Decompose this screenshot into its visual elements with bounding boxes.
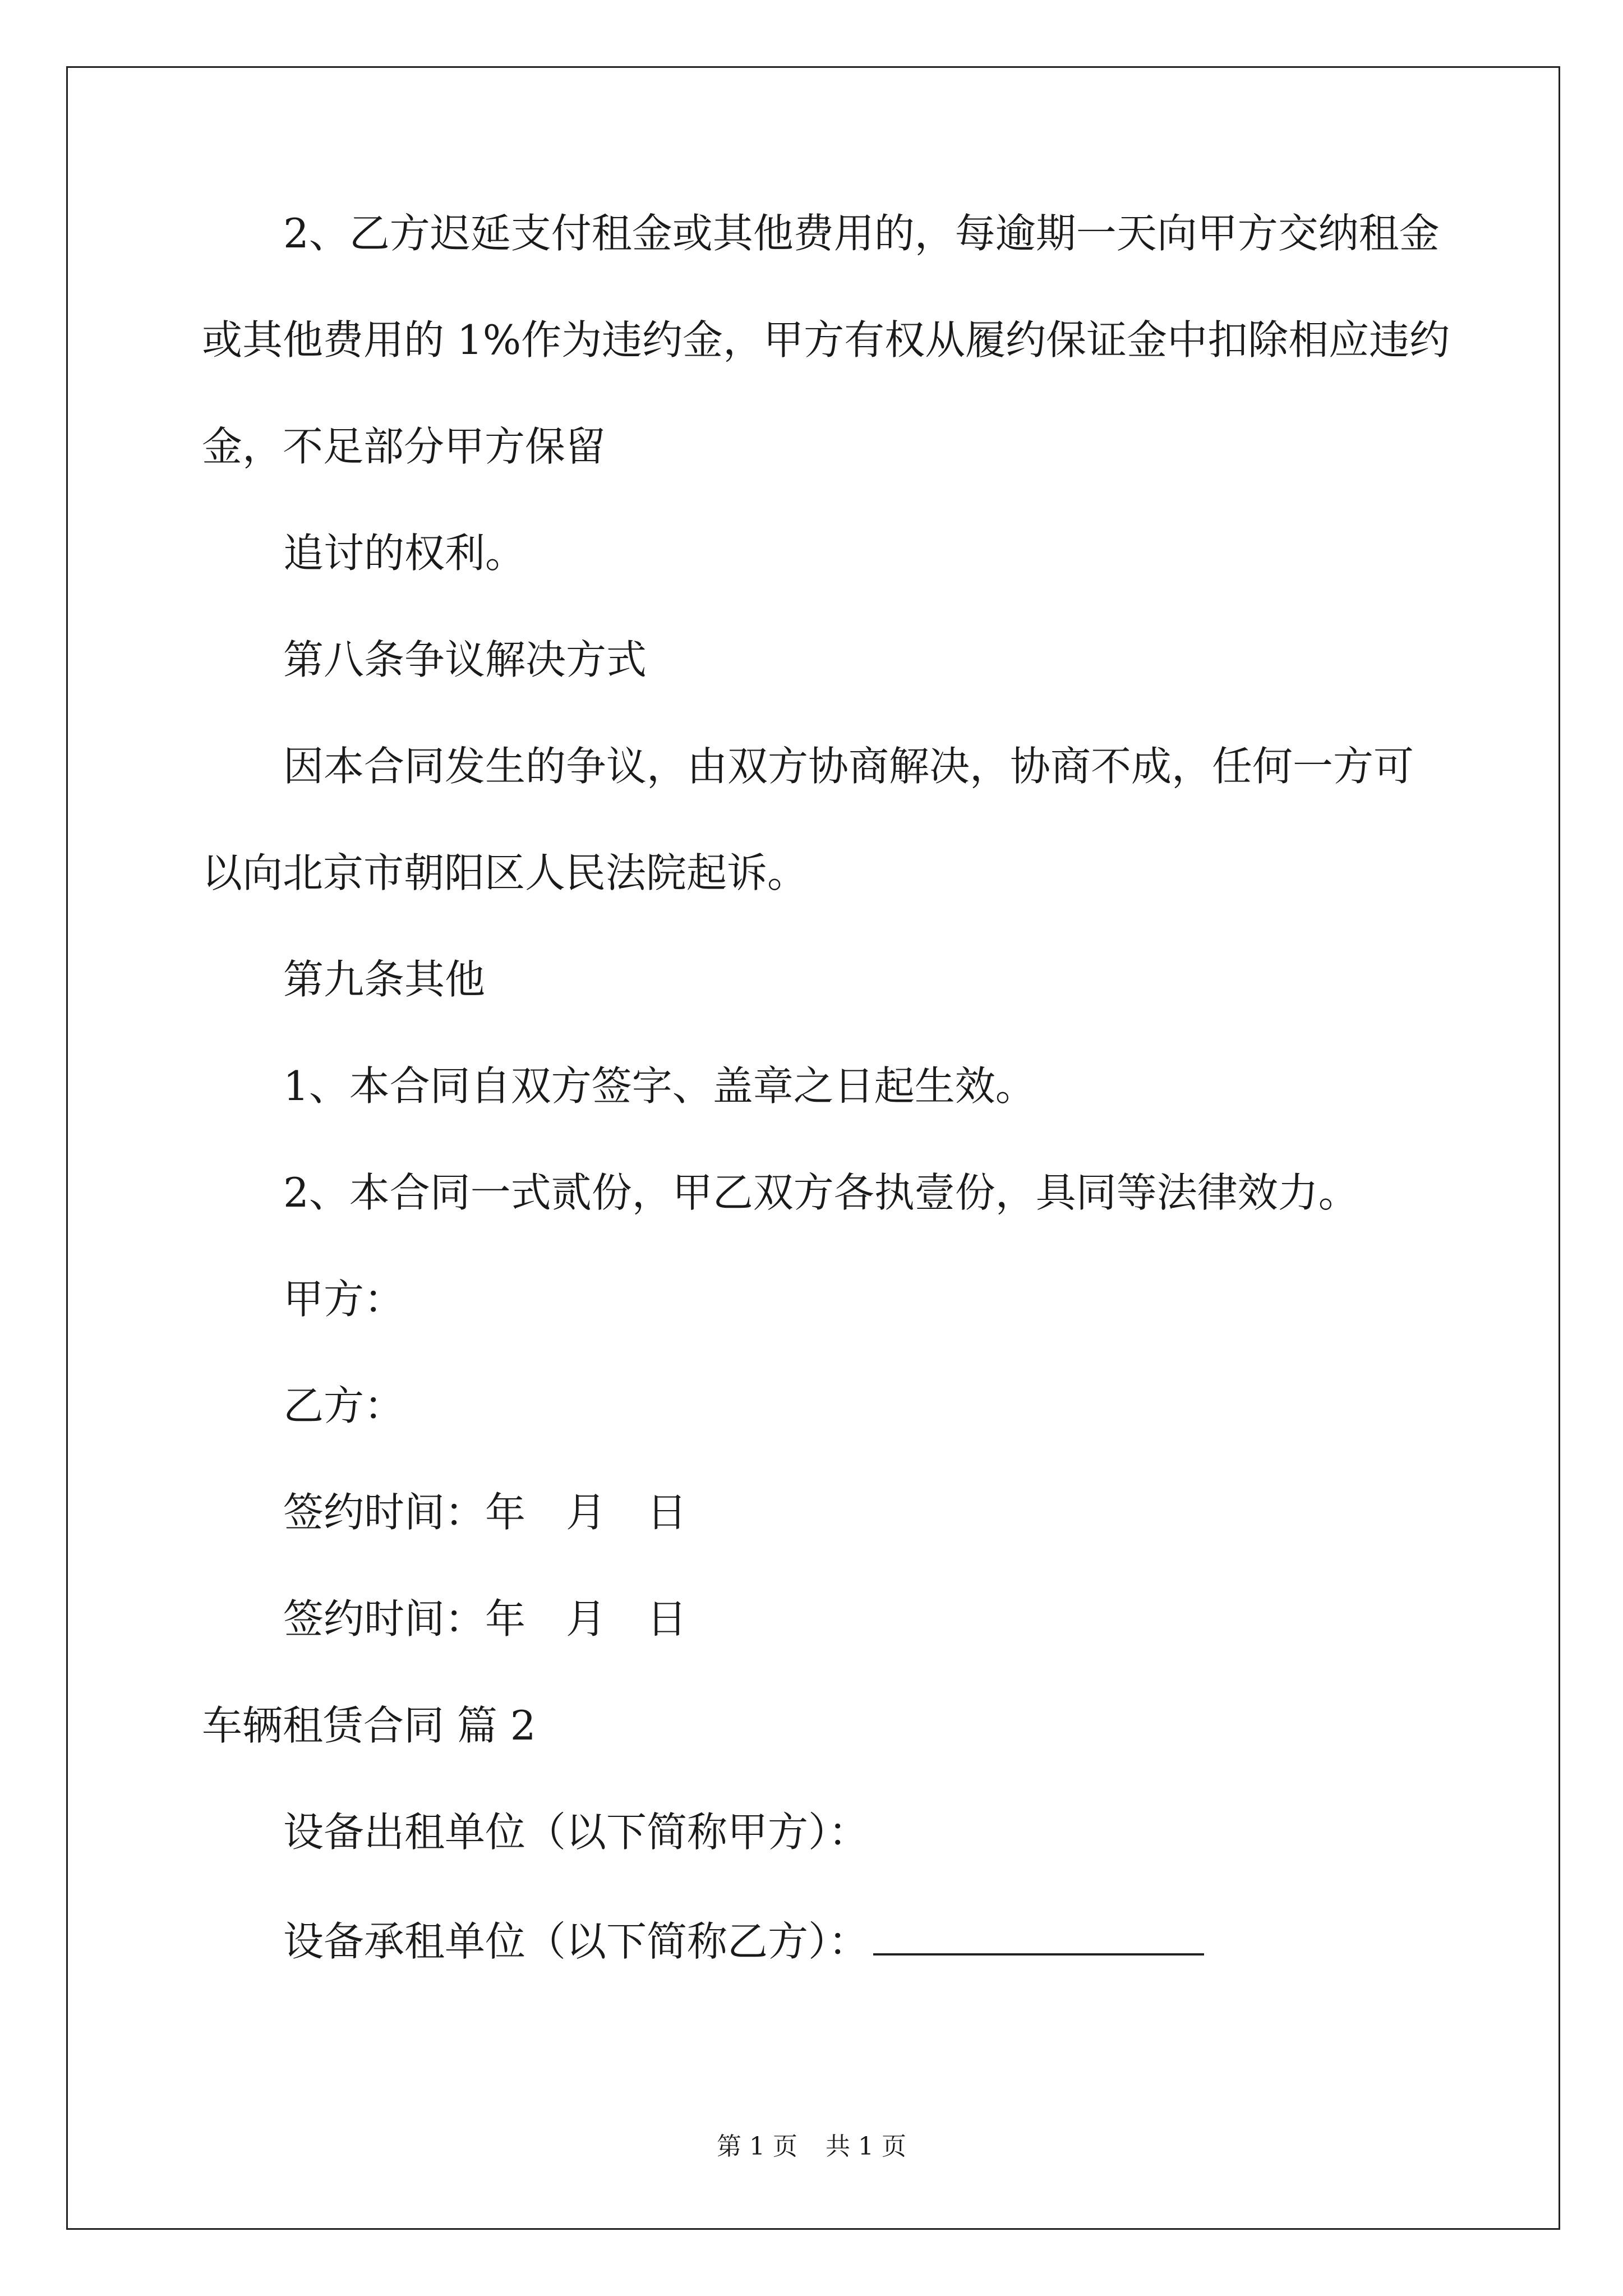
- paragraph-line: 因本合同发生的争议，由双方协商解决，协商不成，任何一方可: [283, 743, 1414, 790]
- section-heading: 第九条其他: [283, 956, 486, 1003]
- page-number: 第 1 页: [717, 2132, 797, 2161]
- paragraph-line: 以向北京市朝阳区人民法院起诉。: [202, 849, 808, 896]
- party-a-label: 甲方：: [283, 1276, 405, 1323]
- paragraph-line: 或其他费用的 1%作为违约金，甲方有权从履约保证金中扣除相应违约: [202, 316, 1450, 364]
- paragraph-line: 2、本合同一式贰份，甲乙双方各执壹份，具同等法律效力。: [283, 1169, 1359, 1216]
- document-title: 车辆租赁合同 篇 2: [202, 1702, 536, 1749]
- fill-in-blank: [873, 1918, 1204, 1955]
- paragraph-line: 金，不足部分甲方保留: [202, 423, 606, 470]
- sign-date-line: 签约时间：年 月 日: [283, 1489, 688, 1536]
- sign-date-line: 签约时间：年 月 日: [283, 1595, 688, 1642]
- section-heading: 第八条争议解决方式: [283, 636, 647, 683]
- party-b-label: 乙方：: [283, 1382, 405, 1429]
- lessor-line: 设备出租单位（以下简称甲方）：: [283, 1809, 869, 1856]
- page-footer: [0, 2126, 1623, 2162]
- paragraph-line: 1、本合同自双方签字、盖章之日起生效。: [283, 1062, 1036, 1110]
- paragraph-line: 追讨的权利。: [283, 530, 526, 577]
- lessee-label: 设备承租单位（以下简称乙方）：: [283, 1918, 869, 1965]
- paragraph-line: 2、乙方迟延支付租金或其他费用的，每逾期一天向甲方交纳租金: [283, 210, 1440, 257]
- page-border: [66, 66, 1560, 2230]
- page-total: 共 1 页: [826, 2132, 906, 2161]
- lessee-line: [283, 1918, 1204, 1965]
